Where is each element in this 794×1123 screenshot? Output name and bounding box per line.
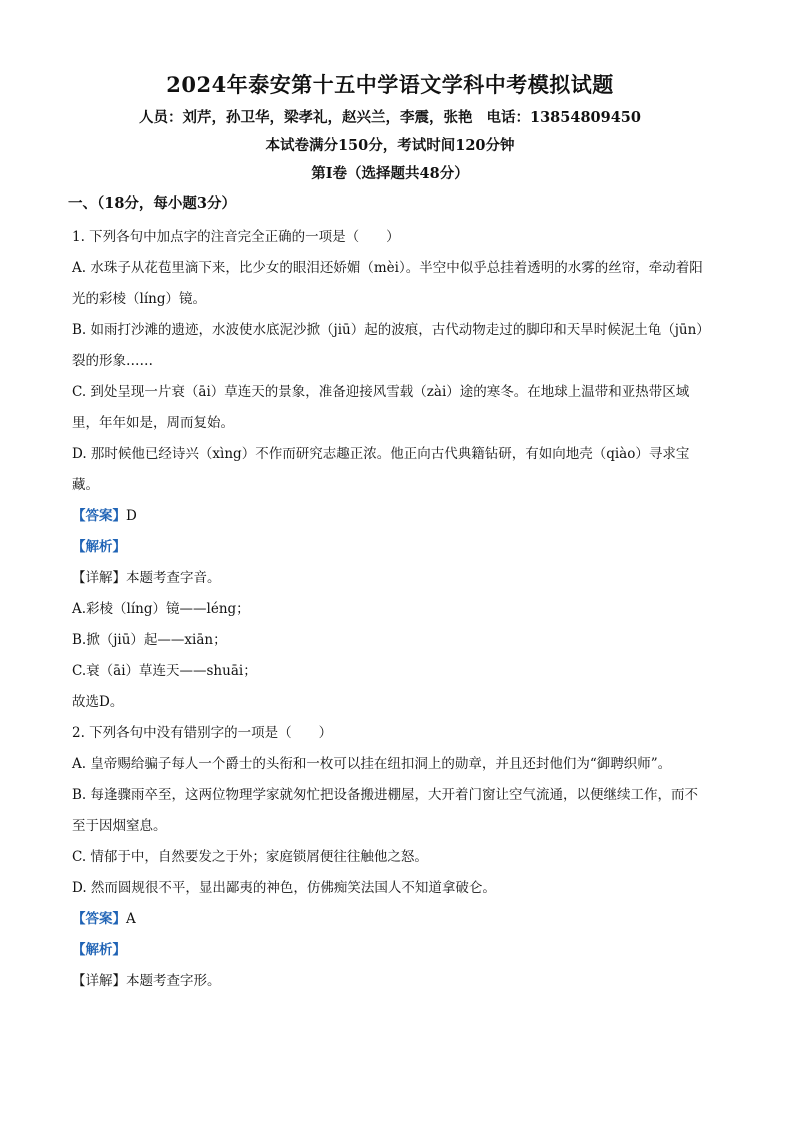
question-1-option-a: A. 水珠子从花苞里滴下来，比少女的眼泪还娇媚（mèi）。半空中似乎总挂着透明的水雾的丝帘，牵动着阳光的彩棱（líng）镜。: [72, 260, 703, 307]
question-2-stem: 2. 下列各句中没有错别字的一项是（ ）: [72, 725, 333, 741]
exam-info: 本试卷满分150分，考试时间120分钟: [265, 137, 515, 154]
question-1-conclusion: 故选D。: [72, 694, 124, 710]
part-heading: 第Ⅰ卷（选择题共48分）: [311, 165, 469, 182]
authors: 人员：刘芹，孙卫华，梁孝礼，赵兴兰，李震，张艳: [139, 109, 473, 126]
analysis-tag: 【解析】: [72, 942, 126, 958]
question-2-answer: [72, 904, 708, 935]
question-1-option-d: D. 那时候他已经诗兴（xìng）不作而研究志趣正浓。他正向古代典籍钻研，有如向地壳（qiào）寻求宝藏。: [72, 446, 690, 493]
question-2-option-b: B. 每逢骤雨卒至，这两位物理学家就匆忙把设备搬进棚屋，大开着门窗让空气流通，以便继续工作，而不至于因烟窒息。: [72, 787, 699, 834]
phone: 电话：13854809450: [486, 109, 641, 126]
question-1-stem: 1. 下列各句中加点字的注音完全正确的一项是（ ）: [72, 229, 400, 245]
question-2-option-d: D. 然而圆规很不平，显出鄙夷的神色，仿佛痴笑法国人不知道拿破仑。: [72, 880, 496, 896]
authors-line: [72, 104, 708, 132]
question-2-analysis: [72, 935, 708, 966]
analysis-tag: 【解析】: [72, 539, 126, 555]
question-2-option-c: C. 情郁于中，自然要发之于外；家庭锁屑便往往触他之怒。: [72, 849, 428, 865]
question-1-analysis: [72, 532, 708, 563]
question-1-explain-c: C.衰（āi）草连天——shuāi；: [72, 663, 257, 679]
question-2-option-a: A. 皇帝赐给骗子每人一个爵士的头衔和一枚可以挂在纽扣洞上的勋章，并且还封他们为“御聘织师”。: [72, 756, 672, 772]
question-1-option-b: B. 如雨打沙滩的遗迹，水波使水底泥沙掀（jiū）起的波痕，古代动物走过的脚印和天旱时候泥土龟（jūn）裂的形象……: [72, 322, 704, 369]
section-heading: 一、（18分，每小题3分）: [68, 195, 237, 212]
question-1-explain-a: A.彩棱（líng）镜——léng；: [72, 601, 250, 617]
question-2-detail: [72, 966, 708, 997]
detail-tag: 【详解】: [72, 570, 126, 586]
question-1-explain-b: B.掀（jiū）起——xiān；: [72, 632, 227, 648]
exam-title: 2024年泰安第十五中学语文学科中考模拟试题: [166, 72, 614, 97]
question-1-detail: [72, 563, 708, 594]
answer-tag: 【答案】: [72, 508, 126, 524]
answer-value: D: [126, 508, 137, 524]
detail-tag: 【详解】: [72, 973, 126, 989]
question-1-option-c: C. 到处呈现一片衰（āi）草连天的景象，准备迎接风雪载（zài）途的寒冬。在地球上温带和亚热带区域里，年年如是，周而复始。: [72, 384, 690, 431]
detail-text: 本题考查字形。: [126, 973, 221, 989]
detail-text: 本题考查字音。: [126, 570, 221, 586]
answer-value: A: [126, 911, 136, 927]
question-1-answer: [72, 501, 708, 532]
answer-tag: 【答案】: [72, 911, 126, 927]
